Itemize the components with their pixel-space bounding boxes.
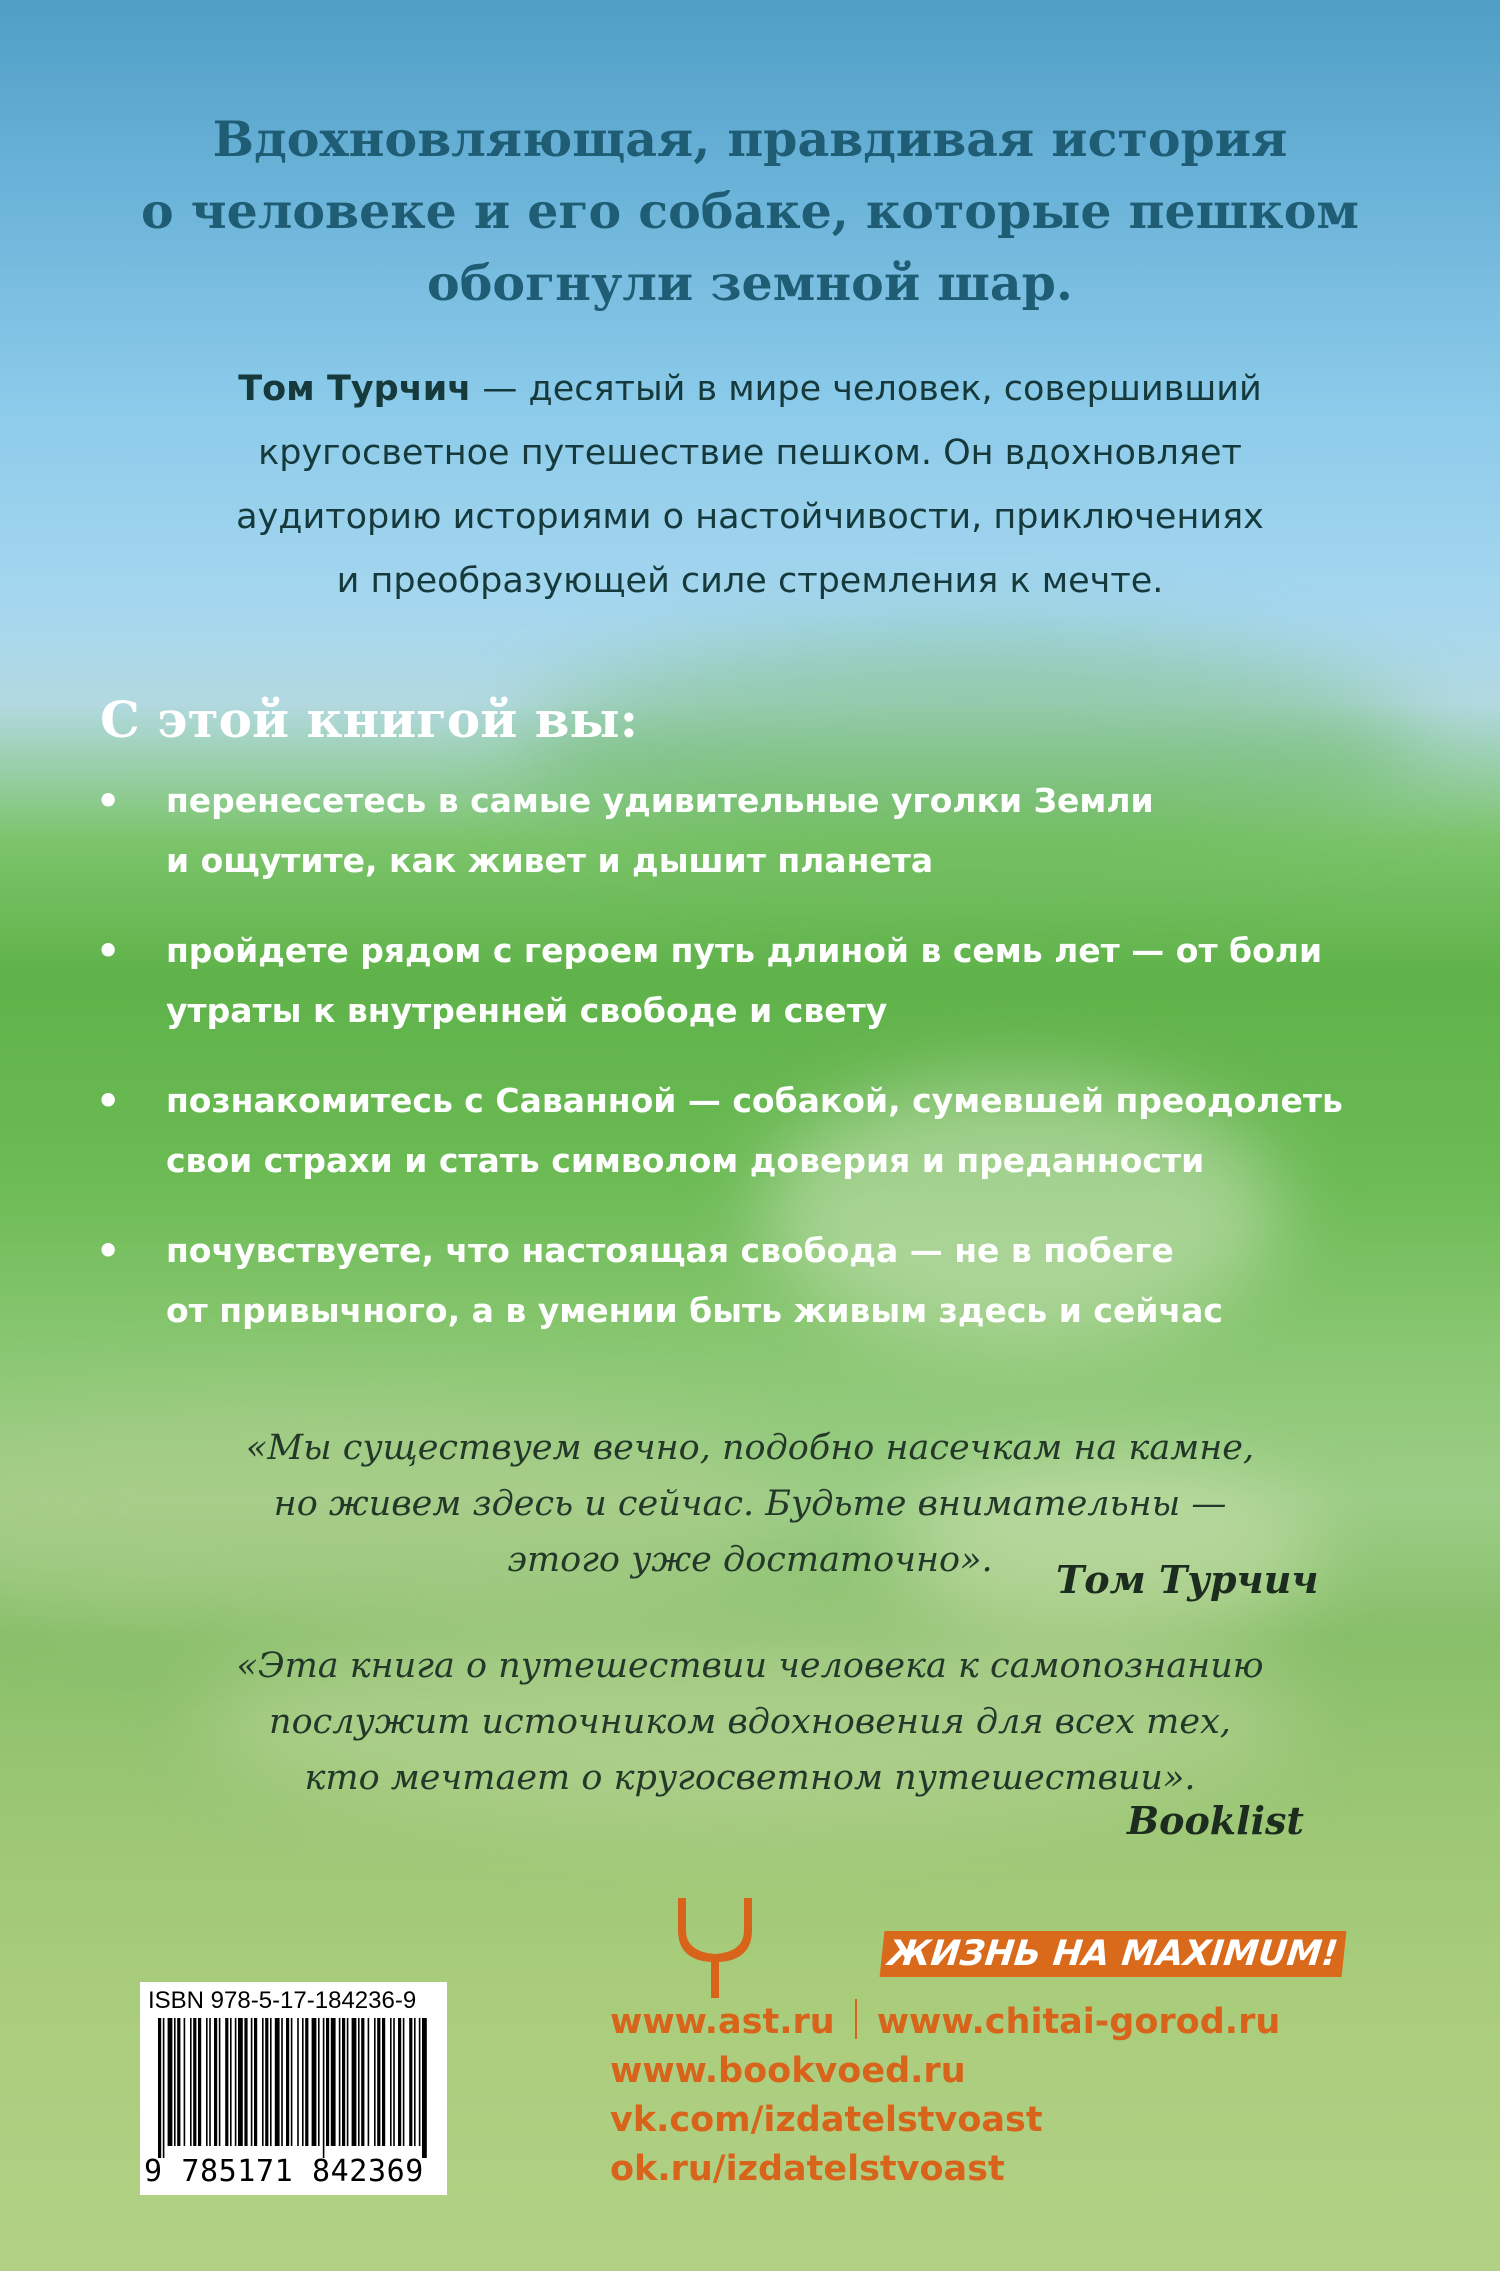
barcode	[140, 1982, 447, 2195]
quote-attribution: Том Турчич	[1056, 1557, 1319, 1602]
link-bookvoed[interactable]: www.bookvoed.ru	[610, 2051, 966, 2091]
benefit-line: утраты к внутренней свободе и свету	[166, 991, 888, 1030]
author-intro	[0, 357, 1500, 613]
quote-line: кто мечтает о кругосветном путешествии».	[304, 1758, 1196, 1798]
author-name: Том Турчич	[238, 369, 472, 409]
intro-line	[0, 357, 1500, 421]
links-row	[610, 1998, 1370, 2047]
quote-line: «Мы существуем вечно, подобно насечкам на камне,	[245, 1428, 1255, 1468]
benefit-item	[96, 1071, 1400, 1191]
bullet-icon: •	[96, 779, 121, 823]
series-label: ЖИЗНЬ НА MAXIMUM!	[880, 1931, 1347, 1977]
quote-booklist	[0, 1638, 1500, 1806]
publisher-logo-icon	[672, 1890, 758, 2002]
series-badge	[882, 1931, 1344, 1977]
headline	[0, 103, 1500, 319]
benefit-item	[96, 771, 1400, 891]
bullet-icon: •	[96, 929, 121, 973]
intro-line: и преобразующей силе стремления к мечте.	[336, 561, 1164, 601]
benefit-line: познакомитесь с Саванной — собакой, сумевшей преодолеть	[166, 1081, 1343, 1120]
bullet-icon: •	[96, 1079, 121, 1123]
intro-text: — десятый в мире человек, совершивший	[471, 369, 1262, 409]
bullet-icon: •	[96, 1229, 121, 1273]
link-ast[interactable]: www.ast.ru	[610, 2002, 835, 2042]
isbn-label: ISBN 978-5-17-184236-9	[148, 1987, 417, 2014]
link-chitai-gorod[interactable]: www.chitai-gorod.ru	[876, 2002, 1281, 2042]
link-divider	[855, 1999, 857, 2039]
benefit-item	[96, 921, 1400, 1041]
benefit-line: пройдете рядом с героем путь длиной в семь лет — от боли	[166, 931, 1323, 970]
benefit-line: свои страхи и стать символом доверия и преданности	[166, 1141, 1205, 1180]
quote-line: «Эта книга о путешествии человека к самопознанию	[236, 1646, 1264, 1686]
link-ok[interactable]: ok.ru/izdatelstvoast	[610, 2149, 1005, 2189]
benefit-line: перенесетесь в самые удивительные уголки Земли	[166, 781, 1154, 820]
intro-line: аудиторию историями о настойчивости, приключениях	[236, 497, 1264, 537]
benefits-title: С этой книгой вы:	[100, 690, 639, 749]
intro-line: кругосветное путешествие пешком. Он вдохновляет	[258, 433, 1242, 473]
benefit-line: от привычного, а в умении быть живым здесь и сейчас	[166, 1291, 1223, 1330]
quote-line: но живем здесь и сейчас. Будьте внимательны —	[273, 1484, 1227, 1524]
headline-line: обогнули земной шар.	[427, 254, 1073, 312]
benefit-item	[96, 1221, 1400, 1341]
benefit-line: почувствуете, что настоящая свобода — не в побеге	[166, 1231, 1174, 1270]
link-vk[interactable]: vk.com/izdatelstvoast	[610, 2100, 1043, 2140]
headline-line: Вдохновляющая, правдивая история	[212, 110, 1288, 168]
benefit-line: и ощутите, как живет и дышит планета	[166, 841, 934, 880]
headline-line: о человеке и его собаке, которые пешком	[141, 182, 1359, 240]
publisher-links	[610, 1998, 1370, 2194]
barcode-bars	[158, 2018, 430, 2158]
quote-line: послужит источником вдохновения для всех тех,	[269, 1702, 1231, 1742]
ean-digits: 9 785171 842369	[144, 2154, 424, 2189]
quote-attribution: Booklist	[1127, 1798, 1304, 1843]
quote-line: этого уже достаточно».	[507, 1540, 993, 1580]
